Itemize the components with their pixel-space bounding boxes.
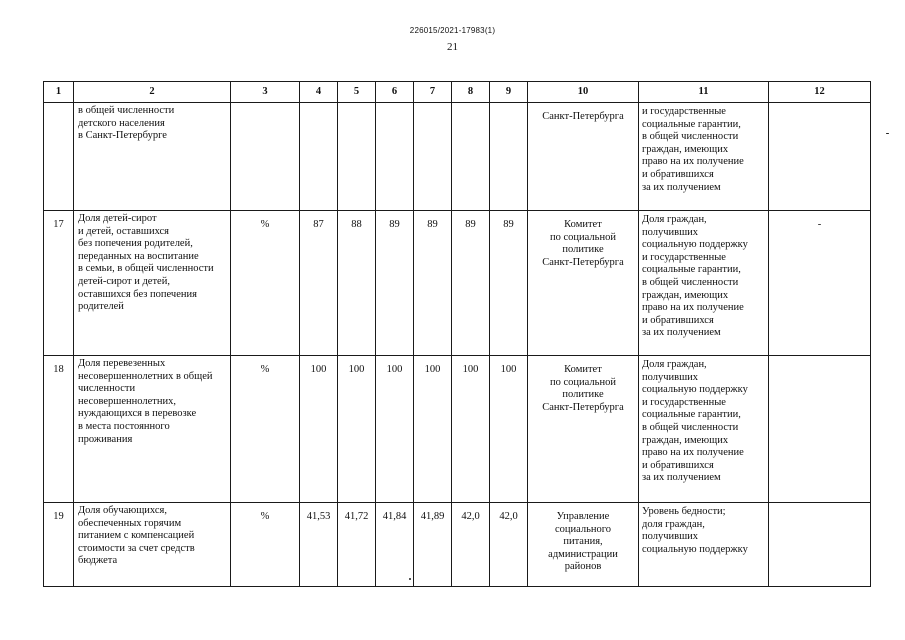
column-header: 5 [338,82,376,103]
indicator-name: Доля обучающихся, обеспеченных горячим питанием с компенсацией стоимости за счет средств бюджета [74,503,231,587]
value-cell [452,103,490,211]
value-cell: 100 [452,356,490,503]
page-number: 21 [447,41,458,53]
column-header: 9 [490,82,528,103]
row-number: 17 [44,211,74,356]
value-cell: 42,0 [452,503,490,587]
indicator-name: в общей численности детского населения в Санкт-Петербурге [74,103,231,211]
indicator-name: Доля перевезенных несовершеннолетних в общей численности несовершеннолетних, нуждающихся в перевозке в места постоянного проживания [74,356,231,503]
value-cell: 100 [338,356,376,503]
column-header: 10 [528,82,639,103]
column-header: 8 [452,82,490,103]
row-number: 18 [44,356,74,503]
column-header: 12 [769,82,871,103]
target-indicator: Доля граждан, получивших социальную поддержку и государственные социальные гарантии, в общей численности граждан, имеющих право на их получение и обратившихся за их получением [639,356,769,503]
value-cell: 100 [414,356,452,503]
value-cell [300,103,338,211]
value-cell: 41,53 [300,503,338,587]
value-cell [338,103,376,211]
row-number [44,103,74,211]
unit [231,103,300,211]
unit: % [231,211,300,356]
column-header: 4 [300,82,338,103]
row-number: 19 [44,503,74,587]
value-cell: 41,89 [414,503,452,587]
note: - [769,211,871,356]
column-header: 2 [74,82,231,103]
indicators-table [43,81,871,587]
column-header: 11 [639,82,769,103]
value-cell: 41,84 [376,503,414,587]
note [769,356,871,503]
target-indicator: и государственные социальные гарантии, в общей численности граждан, имеющих право на их получение и обратившихся за их получением [639,103,769,211]
value-cell: 42,0 [490,503,528,587]
value-cell: 89 [414,211,452,356]
responsible-organization: Санкт-Петербурга [528,103,639,211]
value-cell [376,103,414,211]
unit: % [231,503,300,587]
table-row [44,103,871,211]
value-cell: 41,72 [338,503,376,587]
responsible-organization: Управление социального питания, администрации районов [528,503,639,587]
value-cell: 100 [490,356,528,503]
column-header: 6 [376,82,414,103]
scan-speck [409,578,411,580]
unit: % [231,356,300,503]
value-cell: 87 [300,211,338,356]
indicator-name: Доля детей-сирот и детей, оставшихся без попечения родителей, переданных на воспитание в семьи, в общей численности детей-сирот и детей, оставшихся без попечения родителей [74,211,231,356]
value-cell: 89 [376,211,414,356]
target-indicator: Доля граждан, получивших социальную поддержку и государственные социальные гарантии, в общей численности граждан, имеющих право на их получение и обратившихся за их получением [639,211,769,356]
column-header: 3 [231,82,300,103]
table-header-row [44,82,871,103]
document-registration-number: 226015/2021-17983(1) [409,26,496,35]
table-row [44,356,871,503]
column-header: 1 [44,82,74,103]
responsible-organization: Комитет по социальной политике Санкт-Петербурга [528,211,639,356]
value-cell [414,103,452,211]
value-cell: 89 [490,211,528,356]
value-cell [490,103,528,211]
value-cell: 89 [452,211,490,356]
note [769,503,871,587]
table-row [44,503,871,587]
table-row [44,211,871,356]
scan-speck [886,133,889,134]
responsible-organization: Комитет по социальной политике Санкт-Петербурга [528,356,639,503]
value-cell: 88 [338,211,376,356]
column-header: 7 [414,82,452,103]
target-indicator: Уровень бедности; доля граждан, получивших социальную поддержку [639,503,769,587]
value-cell: 100 [300,356,338,503]
value-cell: 100 [376,356,414,503]
note [769,103,871,211]
